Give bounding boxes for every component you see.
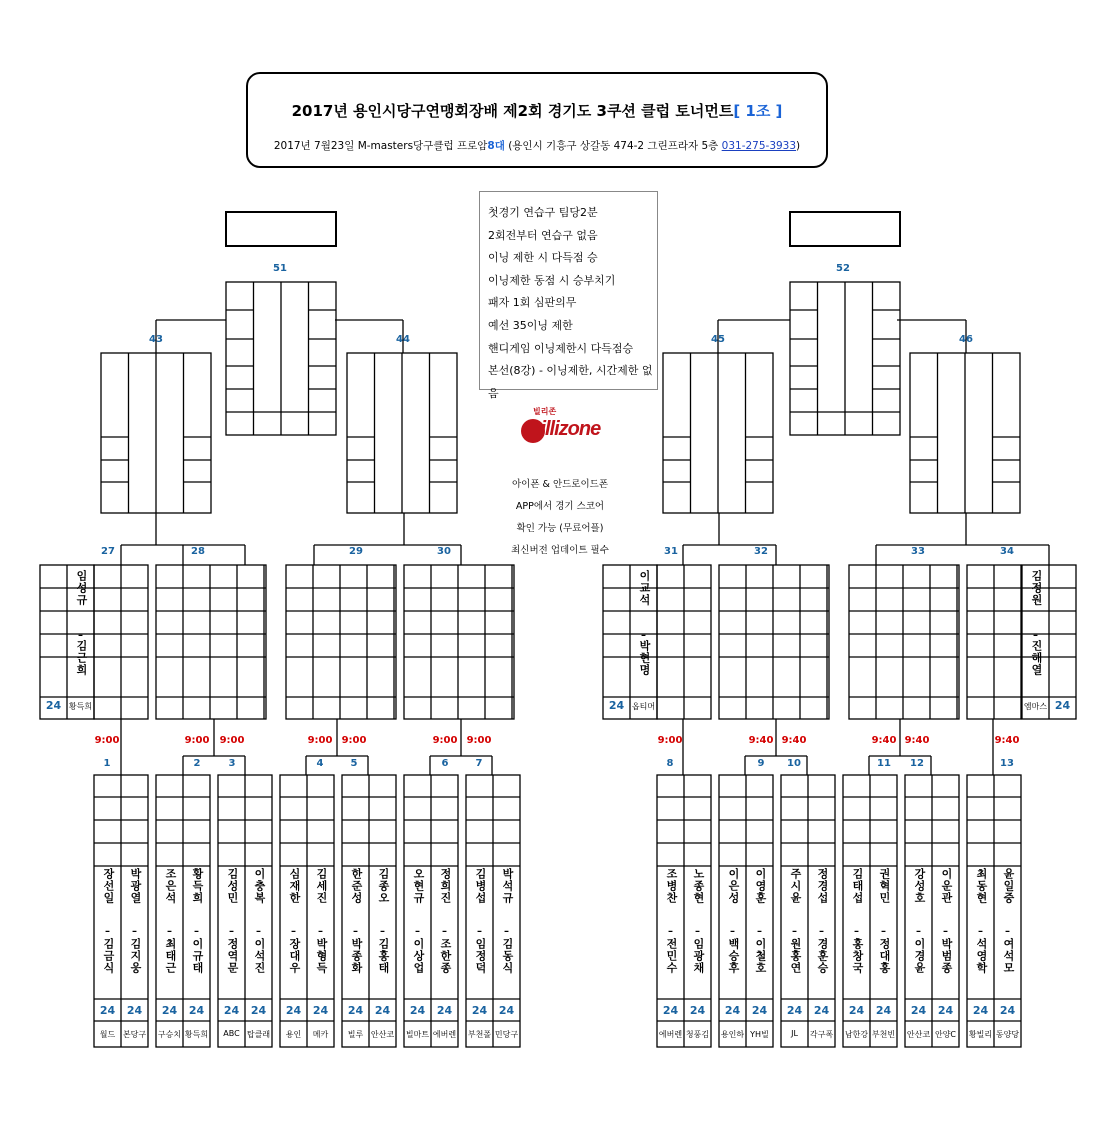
partner-name: 최태근	[164, 938, 177, 974]
player-score: 24	[972, 1004, 989, 1017]
app-info	[480, 474, 640, 562]
rule-item: 첫경기 연습구 팀당2분	[488, 206, 598, 219]
partner-name: 원홍연	[789, 938, 802, 974]
name-dash: –	[854, 926, 859, 937]
name-dash: –	[978, 926, 983, 937]
match-time: 9:00	[466, 735, 492, 746]
player-club: 남한강	[844, 1030, 869, 1039]
player-name: 장선일	[102, 868, 115, 904]
name-dash: –	[916, 926, 921, 937]
player-name: 조은석	[164, 868, 177, 904]
match-number: 32	[754, 546, 768, 557]
player-name: 김태섭	[851, 868, 864, 904]
player-score: 24	[374, 1004, 391, 1017]
player-club: 동양당	[995, 1030, 1020, 1039]
player-club: 부천빈	[871, 1030, 896, 1039]
name-dash: –	[380, 926, 385, 937]
player-score: 24	[910, 1004, 927, 1017]
name-dash: –	[167, 926, 172, 937]
player-name: 김세진	[315, 868, 328, 904]
player-club: 청풍김	[685, 1030, 710, 1039]
match-time: 9:00	[184, 735, 210, 746]
name-dash: –	[641, 630, 646, 641]
player-score: 24	[848, 1004, 865, 1017]
player-score: 24	[813, 1004, 830, 1017]
partner-name: 임광채	[692, 938, 705, 974]
partner-name: 조한종	[439, 938, 452, 974]
player-name: 윤일중	[1002, 868, 1015, 904]
rule-item: 2회전부터 연습구 없음	[488, 228, 598, 242]
match-number: 29	[349, 546, 363, 557]
player-club: 황득희	[184, 1030, 209, 1039]
bye-partner-name: 김근희	[75, 640, 88, 676]
player-club: 에버렌	[432, 1030, 457, 1039]
player-club: JL	[791, 1029, 798, 1038]
player-score: 24	[436, 1004, 453, 1017]
player-club: 안산코	[906, 1030, 931, 1039]
player-name: 정희진	[439, 868, 452, 904]
partner-name: 이규태	[191, 938, 204, 974]
bye-club: 엠마스	[1023, 702, 1048, 711]
match-number: 43	[149, 334, 163, 345]
partner-name: 김동식	[501, 938, 514, 974]
partner-name: 이석진	[253, 938, 266, 974]
name-dash: –	[1033, 630, 1038, 641]
app-info-line: 아이폰 & 안드로이드폰	[511, 479, 609, 490]
event-date: 2017년 7월23일 M-masters당구클럽 프로암	[273, 140, 488, 152]
rule-item: 패자 1회 심판의무	[488, 296, 577, 310]
match-time: 9:40	[871, 735, 897, 746]
match-number: 51	[273, 263, 287, 274]
name-dash: –	[442, 926, 447, 937]
player-name: 이운관	[940, 868, 953, 904]
rule-item: 핸디게임 이닝제한시 다득점승	[488, 341, 634, 355]
title-box	[246, 72, 828, 168]
name-dash: –	[291, 926, 296, 937]
player-name: 박석규	[501, 868, 514, 904]
rule-item: 이닝 제한 시 다득점 승	[488, 251, 598, 265]
match-number: 7	[475, 758, 483, 769]
player-score: 24	[999, 1004, 1016, 1017]
name-dash: –	[757, 926, 762, 937]
match-number: 2	[193, 758, 201, 769]
partner-name: 이경윤	[913, 938, 926, 974]
match-time: 9:00	[219, 735, 245, 746]
match-time: 9:00	[341, 735, 367, 746]
app-info-line: 최신버전 업데이트 필수	[511, 545, 609, 556]
player-score: 24	[161, 1004, 178, 1017]
match-number: 52	[836, 263, 850, 274]
partner-name: 장대우	[288, 938, 301, 974]
player-score: 24	[751, 1004, 768, 1017]
bye-score: 24	[45, 699, 62, 712]
match-time: 9:40	[994, 735, 1020, 746]
subtitle	[248, 138, 826, 153]
player-club: 빌마트	[405, 1030, 430, 1039]
match-number: 46	[959, 334, 973, 345]
match-time: 9:00	[657, 735, 683, 746]
match-number: 31	[664, 546, 678, 557]
player-score: 24	[126, 1004, 143, 1017]
partner-name: 여석모	[1002, 938, 1015, 974]
player-name: 심재한	[288, 868, 301, 904]
match-time: 9:40	[748, 735, 774, 746]
bye-partner-name: 진해열	[1030, 640, 1043, 676]
player-score: 24	[937, 1004, 954, 1017]
name-dash: –	[132, 926, 137, 937]
bye-player-name: 이교석	[638, 570, 651, 606]
billizone-logo	[519, 406, 599, 448]
player-club: 안산코	[370, 1030, 395, 1039]
page-title	[248, 100, 826, 121]
player-score: 24	[312, 1004, 329, 1017]
partner-name: 정대홍	[878, 938, 891, 974]
rule-item: 예선 35이닝 제한	[488, 318, 573, 332]
player-club: 용인하	[720, 1030, 745, 1039]
player-name: 정경섭	[816, 868, 829, 904]
player-club: 부천폴	[467, 1030, 492, 1039]
table-count: 8대	[487, 140, 505, 152]
player-score: 24	[188, 1004, 205, 1017]
match-number: 27	[101, 546, 115, 557]
player-score: 24	[347, 1004, 364, 1017]
name-dash: –	[78, 630, 83, 641]
partner-name: 경훈승	[816, 938, 829, 974]
player-club: 본당구	[122, 1030, 147, 1039]
match-time: 9:40	[781, 735, 807, 746]
player-name: 이영훈	[754, 868, 767, 904]
player-club: 에버렌	[658, 1030, 683, 1039]
player-name: 권혁민	[878, 868, 891, 904]
player-name: 주시윤	[789, 868, 802, 904]
app-info-line: 확인 가능 (무료어플)	[516, 523, 604, 534]
name-dash: –	[730, 926, 735, 937]
winner-box	[790, 212, 900, 246]
player-name: 김병섭	[474, 868, 487, 904]
match-number: 9	[757, 758, 765, 769]
player-club: YH빌	[750, 1030, 769, 1039]
name-dash: –	[353, 926, 358, 937]
match-number: 10	[787, 758, 801, 769]
player-club: 빌루	[347, 1030, 364, 1039]
partner-name: 전민수	[665, 938, 678, 974]
player-club: 각구폭	[809, 1030, 834, 1039]
name-dash: –	[105, 926, 110, 937]
match-number: 44	[396, 334, 410, 345]
player-score: 24	[471, 1004, 488, 1017]
player-score: 24	[875, 1004, 892, 1017]
partner-name: 홍창국	[851, 938, 864, 974]
venue-address: (용인시 기흥구 상갈동 474-2 그린프라자 5층	[508, 140, 719, 152]
bye-player-name: 김정원	[1030, 570, 1043, 606]
app-info-line: APP에서 경기 스코어	[515, 501, 605, 512]
player-score: 24	[250, 1004, 267, 1017]
name-dash: –	[477, 926, 482, 937]
logo-korean: 빌리존	[533, 407, 557, 416]
name-dash: –	[318, 926, 323, 937]
logo-text: Billizone	[527, 418, 601, 440]
player-club: 메카	[312, 1030, 329, 1039]
match-number: 3	[228, 758, 236, 769]
bye-score: 24	[1054, 699, 1071, 712]
match-time: 9:40	[904, 735, 930, 746]
name-dash: –	[256, 926, 261, 937]
close-paren: )	[796, 140, 801, 152]
partner-name: 임정덕	[474, 938, 487, 974]
player-name: 이은성	[727, 868, 740, 904]
player-score: 24	[724, 1004, 741, 1017]
player-club: 민당구	[494, 1030, 519, 1039]
player-club: 탑클래	[246, 1030, 271, 1039]
name-dash: –	[504, 926, 509, 937]
winner-box	[226, 212, 336, 246]
bye-score: 24	[608, 699, 625, 712]
rules-box	[479, 191, 658, 400]
bye-partner-name: 박현명	[638, 640, 651, 676]
match-number: 34	[1000, 546, 1014, 557]
name-dash: –	[1005, 926, 1010, 937]
player-score: 24	[498, 1004, 515, 1017]
player-name: 노종현	[692, 868, 705, 904]
match-number: 30	[437, 546, 451, 557]
partner-name: 이상업	[412, 938, 425, 974]
name-dash: –	[194, 926, 199, 937]
player-name: 조병찬	[665, 868, 678, 904]
name-dash: –	[881, 926, 886, 937]
match-time: 9:00	[432, 735, 458, 746]
player-club: 황빌리	[968, 1030, 993, 1039]
name-dash: –	[229, 926, 234, 937]
match-number: 1	[103, 758, 111, 769]
match-number: 8	[666, 758, 674, 769]
player-name: 박광열	[129, 868, 142, 904]
player-name: 김성민	[226, 868, 239, 904]
partner-name: 김홍태	[377, 938, 390, 974]
name-dash: –	[943, 926, 948, 937]
match-number: 4	[316, 758, 324, 769]
partner-name: 백승후	[727, 938, 740, 974]
player-name: 김종오	[377, 868, 390, 904]
match-number: 5	[350, 758, 358, 769]
title-text: 2017년 용인시당구연맹회장배 제2회 경기도 3쿠션 클럽 토너먼트	[291, 102, 734, 120]
player-score: 24	[662, 1004, 679, 1017]
player-name: 이충복	[253, 868, 266, 904]
player-score: 24	[285, 1004, 302, 1017]
name-dash: –	[695, 926, 700, 937]
partner-name: 석영학	[975, 938, 988, 974]
partner-name: 김금식	[102, 938, 115, 974]
bye-player-name: 임성규	[75, 570, 88, 606]
match-number: 12	[910, 758, 924, 769]
player-score: 24	[409, 1004, 426, 1017]
player-club: 안양C	[934, 1030, 957, 1039]
player-name: 황득희	[191, 868, 204, 904]
venue-phone[interactable]: 031-275-3933	[721, 140, 797, 152]
player-score: 24	[689, 1004, 706, 1017]
player-name: 오현규	[412, 868, 425, 904]
match-number: 13	[1000, 758, 1014, 769]
player-club: 구승치	[157, 1030, 182, 1039]
group-label: [ 1조 ]	[733, 102, 783, 120]
match-number: 28	[191, 546, 205, 557]
partner-name: 김지웅	[129, 938, 142, 974]
match-number: 33	[911, 546, 925, 557]
player-score: 24	[786, 1004, 803, 1017]
bye-club: 황득희	[68, 702, 93, 711]
bye-club: 옵티머	[631, 702, 656, 711]
player-name: 한준성	[350, 868, 363, 904]
match-time: 9:00	[307, 735, 333, 746]
player-club: 용인	[285, 1030, 302, 1039]
partner-name: 박형득	[315, 938, 328, 974]
match-number: 6	[441, 758, 449, 769]
player-name: 강성호	[913, 868, 926, 904]
partner-name: 정역문	[226, 938, 239, 974]
name-dash: –	[792, 926, 797, 937]
player-club: 월드	[99, 1030, 116, 1039]
name-dash: –	[415, 926, 420, 937]
partner-name: 박범종	[940, 938, 953, 974]
partner-name: 이철호	[754, 938, 767, 974]
match-number: 45	[711, 334, 725, 345]
partner-name: 박종화	[350, 938, 363, 974]
name-dash: –	[819, 926, 824, 937]
match-number: 11	[877, 758, 891, 769]
player-score: 24	[223, 1004, 240, 1017]
rule-item: 이닝제한 동점 시 승부치기	[488, 273, 616, 287]
match-time: 9:00	[94, 735, 120, 746]
player-score: 24	[99, 1004, 116, 1017]
player-club: ABC	[223, 1029, 240, 1038]
rule-item: 본선(8강) - 이닝제한, 시간제한 없음	[488, 364, 653, 400]
player-name: 최동현	[975, 868, 988, 904]
name-dash: –	[668, 926, 673, 937]
